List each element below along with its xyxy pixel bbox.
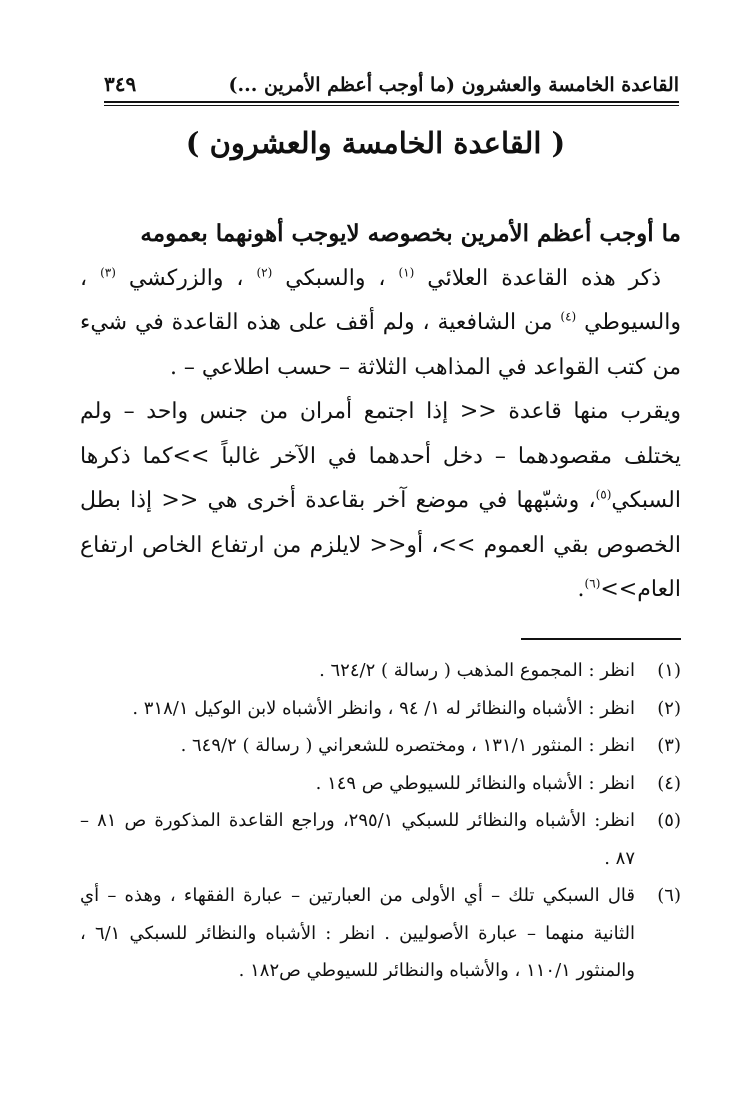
footnote-text: انظر : المنثور ١٣١/١ ، ومختصره للشعراني ( رسالة ) ٦٤٩/٢ . [180,735,635,756]
header-divider [104,101,679,106]
footnote-text: انظر: الأشباه والنظائر للسبكي ٢٩٥/١، وراجع القاعدة المذكورة ص ٨١ – ٨٧ . [80,810,635,869]
footnote-number: (٦) [657,885,681,906]
p2-seg-2: ، وشبّهها في موضع آخر بقاعدة أخرى هي << إذا بطل الخصوص بقي العموم >>، أو<< لايلزم من ارتفاع الخاص ارتفاع العام>> [80,488,681,602]
footnote-ref-5[interactable]: (٥) [595,487,612,502]
footnote-number: (٢) [657,697,681,719]
footnote-ref-4[interactable]: (٤) [560,309,577,324]
p2-seg-3: . [577,577,585,602]
p1-seg-2: ، والسبكي [272,265,399,291]
p1-seg-5: من الشافعية ، ولم أقف على هذه القاعدة في شيء من كتب القواعد في المذاهب الثلاثة – حسب اطلاعي – . [80,310,681,380]
body-text [80,212,681,613]
footnote-item [80,652,681,690]
chapter-title: ( القاعدة الخامسة والعشرون ) [185,126,566,160]
footnote-number: (١) [657,660,681,681]
footnote-item [80,690,681,728]
footnote-item [80,727,681,765]
p1-seg-4: ، والسيوطي [80,265,681,335]
footnote-number: (٣) [657,735,681,756]
footnote-number: (٤) [657,772,681,794]
footnote-item [80,765,681,803]
p1-seg-1: ذكر هذه القاعدة العلائي [414,265,662,291]
paragraph-1 [80,257,681,391]
footnote-text: انظر : الأشباه والنظائر للسيوطي ص ١٤٩ . [315,772,635,794]
p2-seg-1: ويقرب منها قاعدة << إذا اجتمع أمران من جنس واحد – ولم يختلف مقصودهما – دخل أحدهما في الآخر غالباً >>كما ذكرها السبكي [80,399,681,513]
footnote-item [80,877,681,990]
footnote-ref-3[interactable]: (٣) [100,265,116,280]
running-header [104,56,679,96]
p1-seg-3: ، والزركشي [115,265,257,291]
paragraph-2 [80,390,681,613]
footnotes [80,652,681,990]
footnote-text: انظر : الأشباه والنظائر له ١/ ٩٤ ، وانظر الأشباه لابن الوكيل ٣١٨/١ . [132,697,635,719]
page-number: ٣٤٩ [104,72,137,96]
header-title: القاعدة الخامسة والعشرون (ما أوجب أعظم الأمرين ...) [228,74,679,96]
footnote-divider [521,638,681,640]
footnote-text: قال السبكي تلك – أي الأولى من العبارتين – عبارة الفقهاء ، وهذه – أي الثانية منهما – عبارة الأصوليين . انظر : الأشباه والنظائر للسبكي ٦/١ ، والمنثور ١١٠/١ ، والأشباه والنظائر للسيوطي ص١٨٢ . [80,885,635,981]
rule-heading: ما أوجب أعظم الأمرين بخصوصه لايوجب أهونهما بعمومه [140,220,681,247]
footnote-item [80,802,681,877]
footnote-ref-2[interactable]: (٢) [256,265,273,280]
footnote-ref-6[interactable]: (٦) [584,576,601,591]
footnote-ref-1[interactable]: (١) [398,265,415,280]
footnote-text: انظر : المجموع المذهب ( رسالة ) ٦٢٤/٢ . [319,660,635,681]
footnote-number: (٥) [657,810,681,831]
